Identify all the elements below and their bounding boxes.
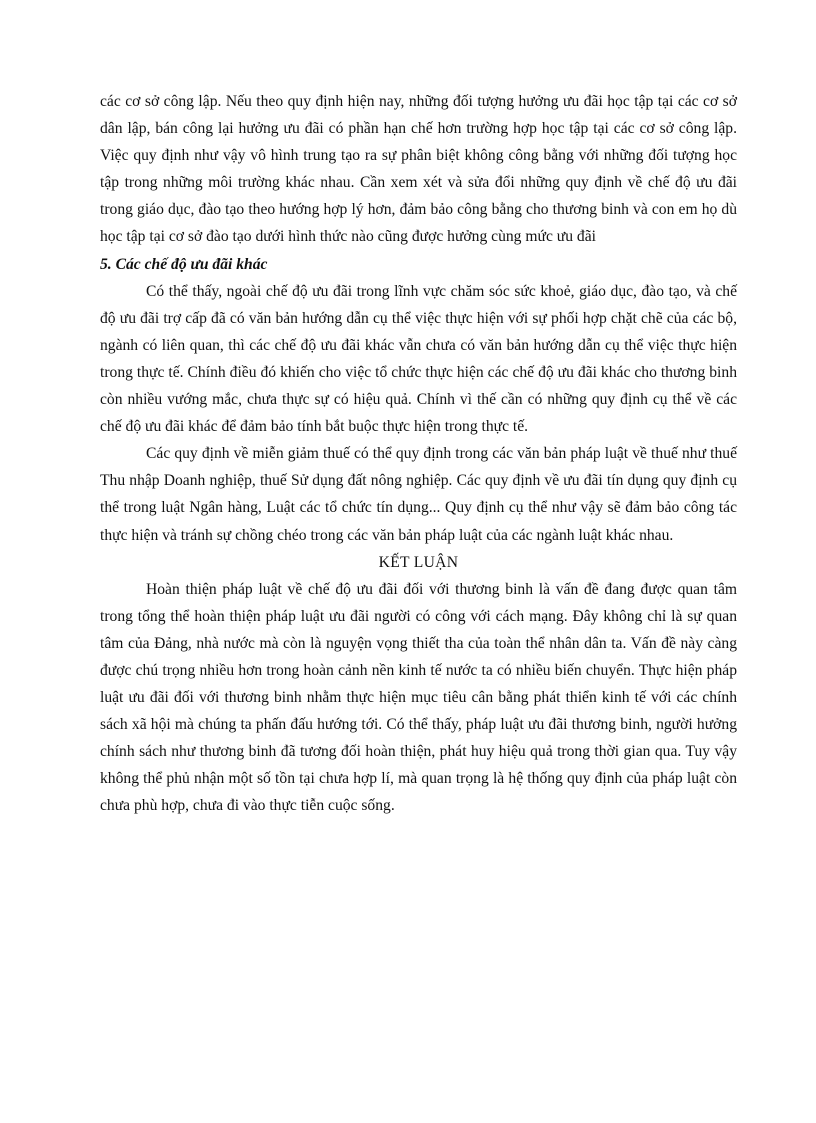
document-page (100, 88, 737, 820)
conclusion-heading: KẾT LUẬN (378, 553, 459, 571)
section-5-paragraph-2: Các quy định về miễn giảm thuế có thể quy định trong các văn bản pháp luật về thuế như thuế Thu nhập Doanh nghiệp, thuế Sử dụng đất nông nghiệp. Các quy định về ưu đãi tín dụng quy định cụ thể trong luật Ngân hàng, Luật các tổ chức tín dụng... Quy định cụ thể như vậy sẽ đảm bảo công tác thực hiện và tránh sự chồng chéo trong các văn bản pháp luật của các ngành luật khác nhau. (100, 445, 737, 544)
section-5-paragraph-1: Có thể thấy, ngoài chế độ ưu đãi trong lĩnh vực chăm sóc sức khoẻ, giáo dục, đào tạo, và chế độ ưu đãi trợ cấp đã có văn bản hướng dẫn cụ thể việc thực hiện với sự phối hợp chặt chẽ của các bộ, ngành có liên quan, thì các chế độ ưu đãi khác vẫn chưa có văn bản hướng dẫn cụ thể việc thực hiện trong thực tế. Chính điều đó khiến cho việc tổ chức thực hiện các chế độ ưu đãi khác cho thương binh còn nhiều vướng mắc, chưa thực sự có hiệu quả. Chính vì thế cần có những quy định cụ thể về các chế độ ưu đãi khác để đảm bảo tính bắt buộc thực hiện trong thực tế. (100, 282, 737, 436)
conclusion-paragraph: Hoàn thiện pháp luật về chế độ ưu đãi đối với thương binh là vấn đề đang được quan tâm trong tổng thể hoàn thiện pháp luật ưu đãi người có công với cách mạng. Đây không chỉ là sự quan tâm của Đảng, nhà nước mà còn là nguyện vọng thiết tha của toàn thể nhân dân ta. Vấn đề này càng được chú trọng nhiều hơn trong hoàn cảnh nền kinh tế nước ta có nhiều biến chuyển. Thực hiện pháp luật ưu đãi đối với thương binh nhằm thực hiện mục tiêu cân bằng phát thiển kinh tế với các chính sách xã hội mà chúng ta phấn đấu hướng tới. Có thể thấy, pháp luật ưu đãi thương binh, người hưởng chính sách như thương binh đã tương đối hoàn thiện, phát huy hiệu quả trong thời gian qua. Tuy vậy không thể phủ nhận một số tồn tại chưa hợp lí, mà quan trọng là hệ thống quy định của pháp luật còn chưa phù hợp, chưa đi vào thực tiễn cuộc sống. (100, 580, 737, 815)
intro-paragraph: các cơ sở công lập. Nếu theo quy định hiện nay, những đối tượng hưởng ưu đãi học tập tại các cơ sở dân lập, bán công lại hưởng ưu đãi có phần hạn chế hơn trường hợp học tập tại các cơ sở công lập. Việc quy định như vậy vô hình trung tạo ra sự phân biệt không công bằng với những đối tượng học tập trong những môi trường khác nhau. Cần xem xét và sửa đổi những quy định về chế độ ưu đãi trong giáo dục, đào tạo theo hướng hợp lý hơn, đảm bảo công bằng cho thương binh và con em họ dù học tập tại cơ sở đào tạo dưới hình thức nào cũng được hưởng cùng mức ưu đãi (100, 93, 737, 246)
section-5-heading: 5. Các chế độ ưu đãi khác (100, 255, 268, 273)
